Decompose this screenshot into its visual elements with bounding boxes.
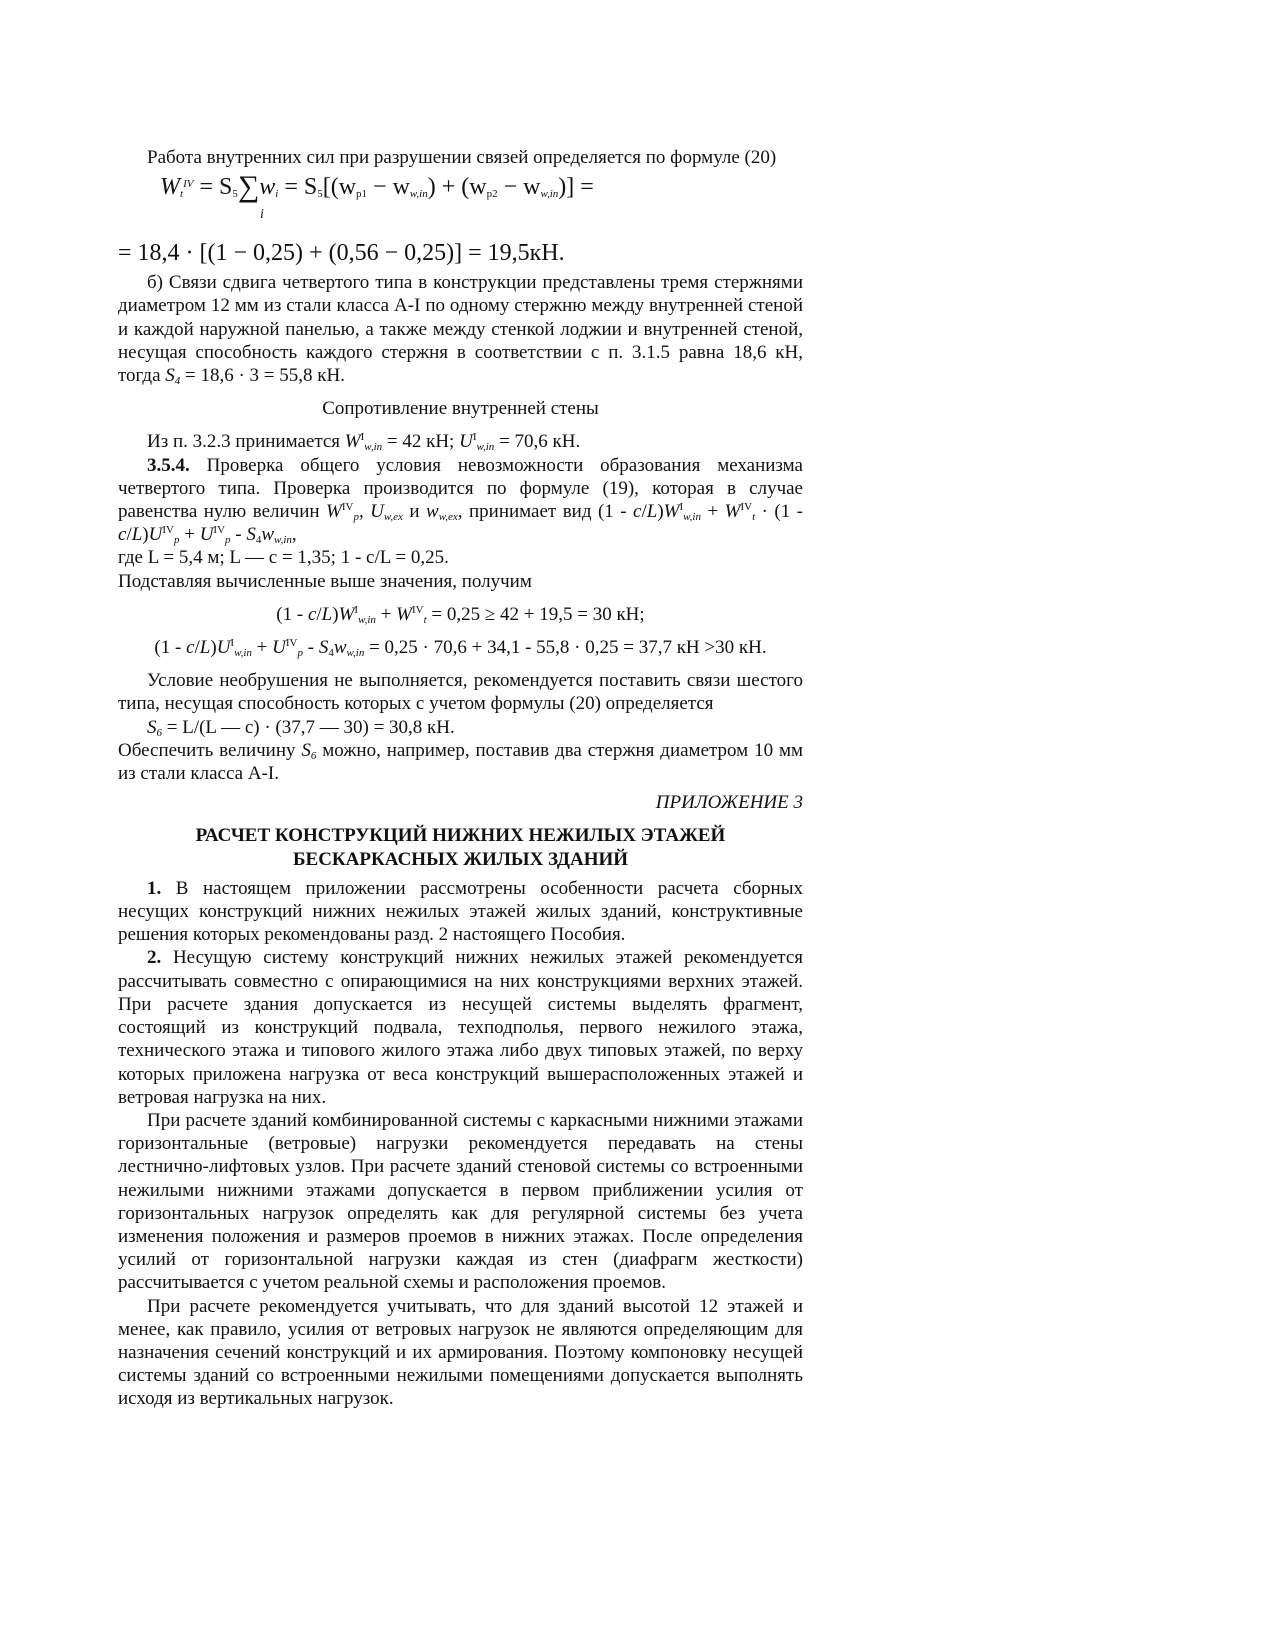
paragraph-b-shear-ties: б) Связи сдвига четвертого типа в конструкции представлены тремя стержнями диаметром 12 мм из стали класса А-I по одному стержню между внутренней стеной и каждой наружной панелью, а также между стенкой лоджии и внутренней стеной, несущая способность каждого стержня в соответствии с п. 3.1.5 равна 18,6 кН, тогда $S_4 = 18,6 \cdot 3 = 55,8$ кН. bbox=[118, 272, 803, 388]
paragraph-intro: Работа внутренних сил при разрушении связей определяется по формуле (20) bbox=[147, 147, 777, 168]
paragraph-section-2-cont: При расчете зданий комбинированной системы с каркасными нижними этажами горизонтальные (ветровые) нагрузки рекомендуется передавать на стены лестнично-лифтовых узлов. При расчете зданий стеновой системы со встроенными нежилыми нижними этажами допускается в первом приближении усилия от горизонтальных нагрузок определять как для регулярной системы без учета изменения положения и размеров проемов в нижних этажах. После определения усилий от горизонтальной нагрузки каждая из стен (диафрагм жесткости) рассчитывается с учетом реальной схемы и расположения проемов. bbox=[118, 1109, 803, 1294]
paragraph-section-2-final: При расчете рекомендуется учитывать, что для зданий высотой 12 этажей и менее, как правило, усилия от ветровых нагрузок не являются определяющим для назначения сечений конструкций и их армирования. Поэтому компоновку несущей системы зданий со встроенными нежилыми помещениями допускается выполнять исходя из вертикальных нагрузок. bbox=[118, 1295, 803, 1410]
paragraph-section-2: 2. Несущую систему конструкций нижних нежилых этажей рекомендуется рассчитывать совместно с опирающимися на них конструкциями верхних этажей. При расчете здания допускается из несущей системы выделять фрагмент, состоящий из конструкций подвала, техподполья, первого нежилого этажа, технического этажа и типового жилого этажа либо двух типовых этажей, по верху которых приложена нагрузка от веса конструкций вышерасположенных этажей и ветровая нагрузка на них. bbox=[118, 947, 803, 1108]
paragraph-3-5-4: 3.5.4. Проверка общего условия невозможности образования механизма четвертого типа. Проверка производится по формуле (19), которая в случае равенства нулю величин $W^{IV}_p$, $U_{w,ex}$ и $w_{w,ex}$, принимает вид $(1 - c/L)W^I_{w,in} + W^{IV}_t \cdot (1 - c/L)U^{IV}_p + U^{IV}_p - S_4w_{w,in}$, bbox=[118, 454, 803, 547]
formula-line-1: $W_t^{IV} = S_5\sum w_i = S_5[(w_{p1} - w_{w,in}) + (w_{p2} - w_{w,in})]$ = bbox=[160, 170, 594, 204]
sum-symbol: ∑ bbox=[237, 170, 260, 204]
paragraph-provide: Обеспечить величину $S_6$ можно, например, поставив два стержня диаметром 10 мм из стали класса А-I. bbox=[118, 739, 803, 785]
paragraph-from-3-2-3: Из п. 3.2.3 принимается $W^I_{w,in} = 42$ кН; $U^I_{w,in} = 70,6$ кН. bbox=[147, 431, 581, 454]
document-page bbox=[118, 146, 803, 1411]
paragraph-condition: Условие необрушения не выполняется, рекомендуется поставить связи шестого типа, несущая способность которых с учетом формулы (20) определяется bbox=[118, 670, 803, 715]
section-title-line-1: РАСЧЕТ КОНСТРУКЦИЙ НИЖНИХ НЕЖИЛЫХ ЭТАЖЕЙ bbox=[195, 825, 726, 847]
paragraph-substituting: Подставляя вычисленные выше значения, получим bbox=[118, 570, 532, 592]
sum-index: i bbox=[260, 207, 264, 223]
appendix-label: ПРИЛОЖЕНИЕ 3 bbox=[655, 792, 803, 814]
formula-work-internal-forces bbox=[118, 169, 803, 239]
paragraph-where: где L = 5,4 м; L — c = 1,35; 1 - c/L = 0,25. bbox=[118, 547, 449, 569]
section-title bbox=[118, 824, 803, 870]
formula-line-2: = 18,4 · [(1 − 0,25) + (0,56 − 0,25)] = 19,5кН. bbox=[118, 240, 565, 267]
section-title-line-2: БЕСКАРКАСНЫХ ЖИЛЫХ ЗДАНИЙ bbox=[292, 848, 629, 870]
paragraph-s6: $S_6 = L/(L$ — c) · (37,7 — 30) = 30,8 кН. bbox=[147, 716, 455, 739]
equation-2: $(1 - c/L)U^I_{w,in} + U^{IV}_p - S_4w_{w,in} = 0,25 \cdot 70,6 + 34,1 - 55,8 \cdot 0,25 = 37,7$ кН >30 кН. bbox=[154, 637, 767, 660]
paragraph-section-1: 1. В настоящем приложении рассмотрены особенности расчета сборных несущих конструкций нижних нежилых этажей жилых зданий, конструктивные решения которых рекомендованы разд. 2 настоящего Пособия. bbox=[118, 877, 803, 946]
equation-1: $(1 - c/L)W^I_{w,in} + W^{IV}_t = 0,25 \ge 42 + 19,5 = 30$ кН; bbox=[276, 603, 645, 626]
sub-heading: Сопротивление внутренней стены bbox=[322, 398, 599, 420]
